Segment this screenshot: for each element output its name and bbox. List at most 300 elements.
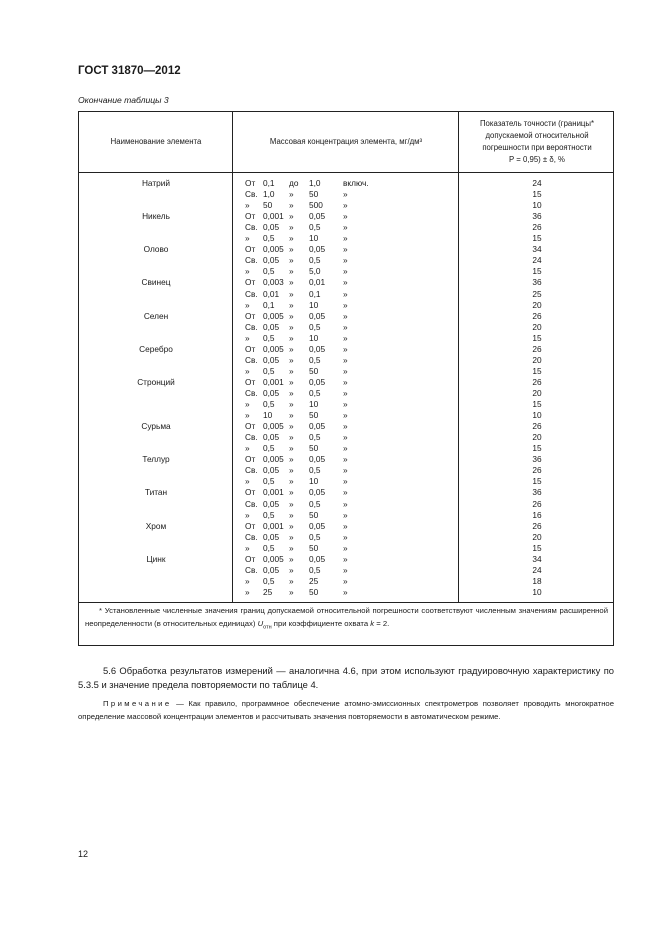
concentration-part: 0,5 — [309, 564, 321, 575]
concentration-part: » — [343, 399, 348, 409]
concentration-part: От — [245, 487, 256, 498]
concentration-part: » — [343, 288, 348, 299]
concentration-part: От — [245, 553, 256, 564]
concentration-part: » — [289, 388, 294, 398]
concentration-part: 0,005 — [263, 244, 284, 255]
concentration-part: » — [343, 211, 348, 222]
concentration-part: » — [289, 410, 294, 421]
concentration-part: » — [289, 299, 294, 310]
concentration-part: » — [289, 222, 294, 233]
concentration-part: 0,05 — [309, 421, 326, 432]
element-name-cell — [79, 510, 233, 521]
concentration-part: От — [245, 244, 256, 255]
concentration-part: » — [289, 211, 294, 222]
element-name-cell: Натрий — [141, 178, 171, 188]
concentration-cell — [233, 565, 459, 576]
concentration-cell — [233, 289, 459, 300]
element-name-cell: Цинк — [146, 553, 166, 564]
concentration-cell — [233, 521, 459, 532]
accuracy-cell: 20 — [532, 321, 542, 332]
concentration-part: » — [289, 465, 294, 476]
element-name-cell — [79, 565, 233, 576]
concentration-part: » — [245, 365, 250, 376]
concentration-part: 0,05 — [263, 564, 280, 575]
concentration-part: включ. — [343, 178, 369, 188]
concentration-part: От — [245, 310, 256, 321]
concentration-part: » — [343, 564, 348, 575]
concentration-part: 0,05 — [309, 487, 326, 498]
concentration-part: 10 — [263, 410, 273, 421]
concentration-part: 50 — [309, 509, 319, 520]
concentration-part: От — [245, 454, 256, 465]
accuracy-cell: 15 — [532, 365, 542, 376]
concentration-part: » — [343, 586, 348, 597]
concentration-cell — [233, 377, 459, 388]
concentration-part: » — [343, 498, 348, 509]
concentration-part: » — [289, 189, 294, 199]
accuracy-cell: 24 — [532, 255, 542, 266]
accuracy-cell: 25 — [532, 288, 542, 299]
accuracy-cell: 36 — [532, 277, 542, 288]
concentration-cell — [233, 322, 459, 333]
concentration-cell — [233, 421, 459, 432]
element-name-cell — [79, 410, 233, 421]
concentration-cell — [233, 487, 459, 498]
accuracy-cell: 26 — [532, 465, 542, 476]
concentration-part: » — [343, 432, 348, 443]
footnote-text: = 2. — [374, 618, 390, 628]
concentration-part: » — [343, 255, 348, 266]
concentration-part: 0,5 — [263, 443, 275, 454]
accuracy-cell: 15 — [532, 542, 542, 553]
concentration-part: От — [245, 343, 256, 354]
footnote-k-symbol: k — [370, 618, 375, 628]
element-name-cell — [79, 432, 233, 443]
concentration-part: 0,05 — [309, 454, 326, 465]
concentration-part: От — [245, 211, 256, 222]
concentration-cell — [233, 355, 459, 366]
note-paragraph — [78, 697, 614, 723]
header-divider — [79, 172, 613, 173]
concentration-part: » — [245, 332, 250, 343]
concentration-part: 10 — [309, 233, 319, 244]
concentration-part: » — [289, 354, 294, 365]
concentration-part: 500 — [309, 200, 323, 211]
concentration-part: » — [245, 575, 250, 586]
element-name-cell — [79, 587, 233, 598]
concentration-part: Св. — [245, 189, 258, 199]
concentration-part: 0,05 — [309, 244, 326, 255]
concentration-part: » — [343, 388, 348, 398]
concentration-part: 0,5 — [309, 321, 321, 332]
concentration-part: » — [289, 553, 294, 564]
concentration-part: 0,005 — [263, 553, 284, 564]
concentration-cell — [233, 366, 459, 377]
concentration-part: » — [343, 310, 348, 321]
concentration-part: 50 — [309, 365, 319, 376]
concentration-cell — [233, 510, 459, 521]
concentration-part: » — [289, 399, 294, 409]
concentration-part: 0,05 — [263, 498, 280, 509]
concentration-part: » — [245, 299, 250, 310]
element-name-cell — [79, 355, 233, 366]
accuracy-cell: 36 — [532, 454, 542, 465]
concentration-part: 0,01 — [263, 288, 280, 299]
concentration-part: » — [343, 222, 348, 233]
note-text: — Как правило, программное обеспечение атомно-эмиссионных спектрометров позволяет проводить многократное определение массовой концентрации элементов и рассчитывать значения повторяемости в автоматическом режиме. — [78, 699, 614, 721]
concentration-part: » — [343, 277, 348, 288]
concentration-part: » — [289, 520, 294, 531]
concentration-part: » — [289, 443, 294, 454]
accuracy-cell: 15 — [532, 332, 542, 343]
concentration-part: » — [289, 365, 294, 376]
concentration-cell — [233, 576, 459, 587]
element-name-cell — [79, 266, 233, 277]
accuracy-cell: 26 — [532, 421, 542, 432]
concentration-part: Св. — [245, 321, 258, 332]
concentration-part: » — [289, 432, 294, 443]
concentration-part: » — [289, 376, 294, 387]
concentration-part: » — [289, 421, 294, 432]
page-number: 12 — [78, 849, 89, 859]
concentration-part: » — [343, 343, 348, 354]
concentration-part: » — [289, 564, 294, 575]
element-name-cell — [79, 532, 233, 543]
concentration-cell — [233, 543, 459, 554]
concentration-part: 0,05 — [309, 310, 326, 321]
concentration-part: » — [289, 487, 294, 498]
concentration-part: до — [289, 178, 299, 188]
element-name-cell — [79, 233, 233, 244]
concentration-part: 0,05 — [309, 553, 326, 564]
concentration-part: От — [245, 520, 256, 531]
element-name-cell — [79, 200, 233, 211]
accuracy-cell: 20 — [532, 432, 542, 443]
concentration-part: 0,5 — [263, 476, 275, 487]
concentration-part: 1,0 — [263, 189, 275, 199]
concentration-cell — [233, 465, 459, 476]
header-concentration: Массовая концентрация элемента, мг/дм³ — [269, 137, 423, 146]
concentration-part: » — [343, 487, 348, 498]
concentration-part: От — [245, 376, 256, 387]
concentration-part: 0,05 — [263, 388, 280, 398]
element-name-cell — [79, 333, 233, 344]
element-name-cell — [79, 322, 233, 333]
concentration-part: » — [289, 498, 294, 509]
concentration-part: 0,05 — [263, 354, 280, 365]
concentration-part: 0,001 — [263, 487, 284, 498]
concentration-cell — [233, 432, 459, 443]
concentration-part: » — [343, 189, 348, 199]
concentration-part: Св. — [245, 531, 258, 542]
element-name-cell — [79, 366, 233, 377]
concentration-part: » — [289, 586, 294, 597]
concentration-part: » — [289, 575, 294, 586]
concentration-part: 0,5 — [263, 233, 275, 244]
concentration-cell — [233, 388, 459, 399]
concentration-part: 0,1 — [309, 288, 321, 299]
concentration-part: 50 — [263, 200, 273, 211]
element-name-cell: Серебро — [139, 343, 173, 354]
concentration-part: 0,001 — [263, 211, 284, 222]
concentration-part: » — [245, 266, 250, 277]
concentration-part: 0,5 — [309, 255, 321, 266]
element-name-cell — [79, 476, 233, 487]
concentration-part: 0,001 — [263, 520, 284, 531]
concentration-part: » — [289, 288, 294, 299]
concentration-cell — [233, 410, 459, 421]
element-name-cell: Олово — [143, 244, 169, 255]
footnote-text: при коэффициенте охвата — [271, 618, 371, 628]
footnote-text: * Установленные численные значения границ допускаемой относительной погрешности соответствуют численным значениям расширенной неопределенности (в относительных единицах) — [85, 606, 608, 628]
header-accuracy — [459, 112, 615, 172]
footnote-u-subscript: отн — [263, 624, 272, 631]
concentration-cell — [233, 399, 459, 410]
concentration-part: Св. — [245, 498, 258, 509]
concentration-part: 0,5 — [263, 332, 275, 343]
concentration-part: » — [289, 244, 294, 255]
accuracy-cell: 24 — [532, 564, 542, 575]
concentration-cell — [233, 266, 459, 277]
accuracy-cell: 20 — [532, 354, 542, 365]
data-table — [78, 111, 614, 646]
accuracy-cell: 15 — [532, 443, 542, 454]
concentration-part: 0,5 — [263, 399, 275, 409]
concentration-part: » — [289, 476, 294, 487]
concentration-part: 0,5 — [309, 388, 321, 398]
table-footnote — [85, 605, 608, 634]
concentration-part: » — [343, 509, 348, 520]
concentration-part: 0,5 — [263, 266, 275, 277]
concentration-part: 0,003 — [263, 277, 284, 288]
element-name-cell — [79, 289, 233, 300]
element-name-cell — [79, 543, 233, 554]
concentration-part: » — [289, 332, 294, 343]
concentration-cell — [233, 443, 459, 454]
concentration-cell — [233, 255, 459, 266]
concentration-part: » — [343, 443, 348, 454]
concentration-part: » — [343, 454, 348, 465]
concentration-part: 0,05 — [263, 255, 280, 266]
header-element: Наименование элемента — [110, 137, 202, 146]
concentration-part: » — [343, 233, 348, 244]
accuracy-cell: 26 — [532, 498, 542, 509]
concentration-part: » — [343, 465, 348, 476]
accuracy-cell: 34 — [532, 553, 542, 564]
concentration-part: » — [343, 553, 348, 564]
concentration-part: » — [343, 354, 348, 365]
concentration-part: » — [245, 586, 250, 597]
concentration-part: » — [343, 542, 348, 553]
concentration-part: » — [245, 410, 250, 421]
concentration-part: » — [343, 365, 348, 376]
concentration-part: Св. — [245, 288, 258, 299]
accuracy-cell: 10 — [532, 200, 542, 211]
element-name-cell — [79, 465, 233, 476]
concentration-part: 0,5 — [309, 222, 321, 233]
concentration-part: 0,5 — [309, 432, 321, 443]
concentration-part: 0,05 — [263, 432, 280, 443]
concentration-part: 0,005 — [263, 310, 284, 321]
accuracy-cell: 20 — [532, 531, 542, 542]
element-name-cell — [79, 443, 233, 454]
accuracy-cell: 15 — [532, 189, 542, 199]
element-name-cell: Теллур — [142, 454, 170, 465]
concentration-part: » — [289, 255, 294, 266]
concentration-part: От — [245, 277, 256, 288]
element-name-cell: Сурьма — [141, 421, 171, 432]
header-accuracy-line: погрешности при вероятности — [482, 143, 592, 152]
concentration-part: 0,01 — [309, 277, 326, 288]
concentration-part: » — [343, 531, 348, 542]
concentration-part: 10 — [309, 299, 319, 310]
concentration-part: Св. — [245, 388, 258, 398]
concentration-cell — [233, 454, 459, 465]
concentration-cell — [233, 311, 459, 322]
concentration-part: 0,5 — [263, 575, 275, 586]
concentration-cell — [233, 300, 459, 311]
concentration-part: 0,5 — [263, 365, 275, 376]
concentration-part: 0,001 — [263, 376, 284, 387]
footnote-divider — [79, 602, 613, 603]
section-paragraph: 5.6 Обработка результатов измерений — аналогична 4.6, при этом используют градуировочную характеристику по 5.3.5 и значение предела повторяемости по таблице 4. — [78, 665, 614, 690]
concentration-part: » — [343, 266, 348, 277]
accuracy-cell: 34 — [532, 244, 542, 255]
concentration-part: Св. — [245, 354, 258, 365]
concentration-part: 0,1 — [263, 178, 275, 188]
accuracy-cell: 18 — [532, 575, 542, 586]
concentration-part: 0,05 — [309, 376, 326, 387]
concentration-cell — [233, 233, 459, 244]
concentration-part: 25 — [309, 575, 319, 586]
concentration-cell — [233, 344, 459, 355]
accuracy-cell: 15 — [532, 399, 542, 409]
concentration-cell — [233, 277, 459, 288]
concentration-part: 0,005 — [263, 454, 284, 465]
concentration-cell — [233, 476, 459, 487]
concentration-part: 0,005 — [263, 421, 284, 432]
accuracy-cell: 16 — [532, 509, 542, 520]
element-name-cell — [79, 255, 233, 266]
concentration-part: » — [289, 454, 294, 465]
accuracy-cell: 26 — [532, 376, 542, 387]
element-name-cell: Никель — [142, 211, 170, 222]
concentration-part: » — [289, 321, 294, 332]
concentration-part: 50 — [309, 586, 319, 597]
accuracy-cell: 24 — [532, 178, 542, 188]
concentration-part: 0,5 — [309, 465, 321, 476]
accuracy-cell: 36 — [532, 211, 542, 222]
concentration-part: Св. — [245, 564, 258, 575]
concentration-cell — [233, 211, 459, 222]
concentration-part: » — [343, 200, 348, 211]
concentration-part: » — [343, 299, 348, 310]
concentration-part: » — [343, 520, 348, 531]
concentration-part: От — [245, 178, 256, 188]
concentration-part: » — [289, 200, 294, 211]
concentration-part: 0,05 — [309, 343, 326, 354]
element-name-cell — [79, 222, 233, 233]
concentration-part: » — [245, 443, 250, 454]
concentration-part: Св. — [245, 255, 258, 266]
concentration-part: 0,05 — [309, 520, 326, 531]
concentration-part: От — [245, 421, 256, 432]
concentration-part: » — [289, 277, 294, 288]
concentration-part: » — [245, 476, 250, 487]
element-name-cell: Свинец — [141, 277, 171, 288]
concentration-part: » — [245, 542, 250, 553]
concentration-part: » — [245, 509, 250, 520]
document-header: ГОСТ 31870—2012 — [78, 65, 181, 77]
concentration-part: » — [343, 321, 348, 332]
concentration-cell — [233, 200, 459, 211]
element-name-cell — [79, 576, 233, 587]
element-name-cell: Стронций — [137, 376, 175, 387]
concentration-part: » — [343, 575, 348, 586]
concentration-part: 1,0 — [309, 178, 321, 188]
note-label: Примечание — [103, 699, 172, 708]
element-name-cell: Селен — [143, 310, 169, 321]
accuracy-cell: 15 — [532, 266, 542, 277]
concentration-part: » — [289, 531, 294, 542]
concentration-part: » — [289, 509, 294, 520]
concentration-part: 0,5 — [309, 531, 321, 542]
concentration-part: » — [245, 399, 250, 409]
accuracy-cell: 20 — [532, 388, 542, 398]
accuracy-cell: 15 — [532, 233, 542, 244]
concentration-part: Св. — [245, 222, 258, 233]
element-name-cell — [79, 388, 233, 399]
concentration-cell — [233, 222, 459, 233]
concentration-part: » — [289, 343, 294, 354]
accuracy-cell: 20 — [532, 299, 542, 310]
concentration-part: » — [289, 542, 294, 553]
concentration-part: 0,05 — [263, 465, 280, 476]
concentration-cell — [233, 333, 459, 344]
footnote-u-symbol: U — [257, 618, 264, 628]
concentration-part: » — [289, 310, 294, 321]
element-name-cell — [79, 189, 233, 200]
concentration-part: Св. — [245, 432, 258, 443]
concentration-cell — [233, 189, 459, 200]
concentration-cell — [233, 178, 459, 189]
concentration-part: » — [343, 332, 348, 343]
concentration-part: » — [343, 421, 348, 432]
concentration-cell — [233, 554, 459, 565]
concentration-cell — [233, 587, 459, 598]
concentration-cell — [233, 499, 459, 510]
concentration-part: » — [343, 376, 348, 387]
concentration-part: 10 — [309, 476, 319, 487]
accuracy-cell: 26 — [532, 310, 542, 321]
concentration-part: » — [289, 233, 294, 244]
accuracy-cell: 26 — [532, 222, 542, 233]
concentration-part: 0,05 — [263, 321, 280, 332]
element-name-cell: Титан — [144, 487, 168, 498]
concentration-part: 10 — [309, 332, 319, 343]
accuracy-cell: 15 — [532, 476, 542, 487]
concentration-part: » — [343, 476, 348, 487]
element-name-cell — [79, 499, 233, 510]
header-accuracy-line: допускаемой относительной — [485, 131, 589, 140]
header-accuracy-line: Показатель точности (границы* — [479, 119, 595, 128]
concentration-part: 10 — [309, 399, 319, 409]
concentration-part: 0,05 — [309, 211, 326, 222]
accuracy-cell: 10 — [532, 410, 542, 421]
concentration-part: 50 — [309, 189, 319, 199]
accuracy-cell: 26 — [532, 343, 542, 354]
header-accuracy-line: P = 0,95) ± δ, % — [509, 155, 565, 164]
